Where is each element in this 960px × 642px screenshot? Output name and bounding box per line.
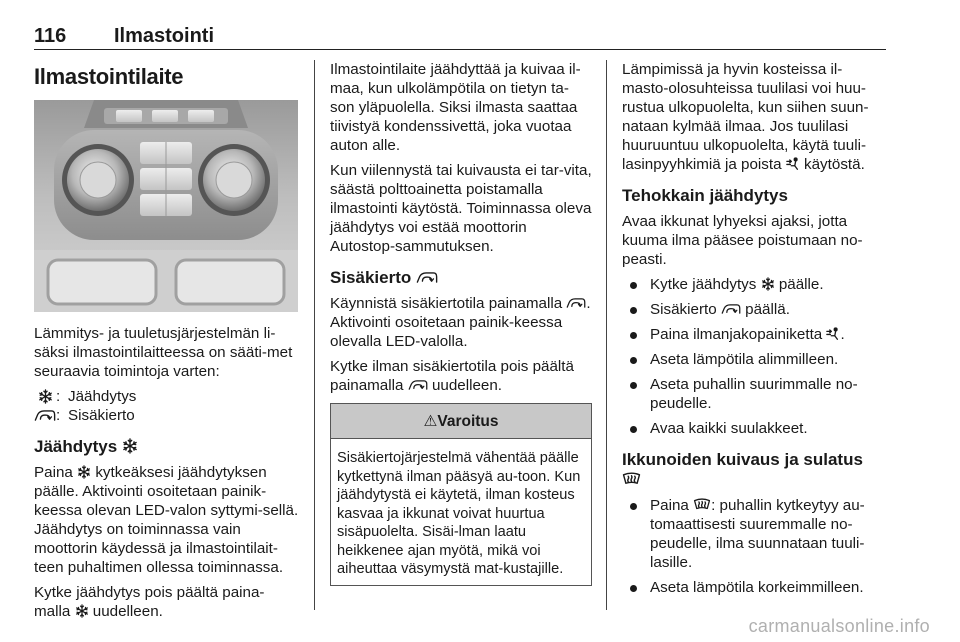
snowflake-icon xyxy=(75,604,89,618)
demist-heading: Ikkunoiden kuivaus ja sulatus xyxy=(622,450,886,490)
header-rule xyxy=(34,49,886,50)
airflow-upper-icon xyxy=(786,157,800,171)
legend xyxy=(34,387,300,425)
defrost-icon xyxy=(622,472,641,487)
list-item: Paina ilmanjakopainiketta . xyxy=(622,325,886,344)
warning-title: Varoitus xyxy=(437,412,499,430)
warning-text: Sisäkiertojärjestelmä vähentää päälle kytkettynä ilman pääsyä au-toon. Kun jäähdytystä ei käytetä, ilman kosteus kasvaa ja ikkunat voivat huurtua sisäpuolelta. Sisäi-lman laatu heikkenee ajan myötä, mikä voi aiheuttaa väsymystä mat-kustajille. xyxy=(337,450,581,577)
paragraph: Ilmastointilaite jäähdyttää ja kuivaa il-maa, kun ulkolämpötila on tietyn ta-son yläpuolella. Siksi ilmasta saattaa tiivistyä kondenssivettä, joka vuotaa auton alle. xyxy=(330,61,581,154)
recirculation-off-paragraph: Kytke ilman sisäkiertotila pois päältä painamalla uudelleen. xyxy=(330,358,574,394)
cooling-heading: Jäähdytys xyxy=(34,437,300,457)
warning-header xyxy=(331,404,591,439)
list-item: Paina : puhallin kytkeytyy au-tomaattisesti suuremmalle no-peudelle, ilma suunnataan tuuli-lasille. xyxy=(622,496,886,572)
list-item: Aseta lämpötila korkeimmilleen. xyxy=(622,578,886,597)
demist-list xyxy=(622,496,886,597)
warning-icon: ⚠ xyxy=(423,412,438,430)
page-number: 116 xyxy=(34,25,67,47)
column-divider xyxy=(606,60,607,610)
chapter-title: Ilmastointi xyxy=(114,25,215,47)
recirculation-icon xyxy=(721,302,741,316)
recirculation-icon xyxy=(416,270,438,285)
airflow-upper-icon xyxy=(826,327,840,341)
snowflake-icon xyxy=(77,465,91,479)
recirculation-icon xyxy=(34,408,56,423)
recirculation-on-paragraph: Käynnistä sisäkiertotila painamalla . Aktivointi osoitetaan painik-keessa olevalla LED-valolla. xyxy=(330,295,591,350)
snowflake-icon xyxy=(122,438,138,454)
list-item: Aseta puhallin suurimmalle no-peudelle. xyxy=(622,375,886,413)
column-1 xyxy=(34,60,300,627)
max-cooling-intro: Avaa ikkunat lyhyeksi ajaksi, jotta kuuma ilma pääsee poistumaan no-peasti. xyxy=(622,213,863,268)
defrost-icon xyxy=(693,498,711,512)
paragraph: Kun viilennystä tai kuivausta ei tar-vita, säästä polttoainetta poistamalla ilmastointi käytöstä. Toiminnassa oleva jäähdytys voi estää moottorin Autostop-sammutuksen. xyxy=(330,162,592,255)
list-item: Kytke jäähdytys päälle. xyxy=(622,275,886,294)
recirculation-icon xyxy=(566,296,586,310)
recirculation-icon xyxy=(408,378,428,392)
list-item: Sisäkierto päällä. xyxy=(622,300,886,319)
paragraph: Lämpimissä ja hyvin kosteissa il-masto-olosuhteissa tuulilasi voi huu-rustua ulkopuolelta, kun siihen suun-nataan kylmää ilmaa. Jos tuulilasi huuruuntuu ulkopuolelta, käytä tuuli-lasinpyyhkimiä ja poista käytöstä. xyxy=(622,61,869,173)
intro-text: Lämmitys- ja tuuletusjärjestelmän li-säksi ilmastointilaitteessa on sääti-met seuraavia toimintoja varten: xyxy=(34,325,293,380)
legend-row-cooling: : Jäähdytys xyxy=(34,387,300,406)
climate-control-panel-photo xyxy=(34,100,298,312)
cooling-off-paragraph: Kytke jäähdytys pois päältä paina-malla uudelleen. xyxy=(34,584,265,620)
max-cooling-list xyxy=(622,275,886,438)
legend-label: Sisäkierto xyxy=(68,407,135,424)
snowflake-icon xyxy=(38,389,53,404)
max-cooling-heading: Tehokkain jäähdytys xyxy=(622,186,788,205)
watermark: carmanualsonline.info xyxy=(748,616,930,636)
snowflake-icon xyxy=(761,277,775,291)
cooling-paragraph: Paina kytkeäksesi jäähdytyksen päälle. Aktivointi osoitetaan painik-keessa olevan LED-valon syttymi-sellä. Jäähdytys on toiminnassa vain moottorin käydessä ja ilmastointilait-teen puhaltimen ollessa toiminnassa. xyxy=(34,464,299,576)
legend-row-recirculation: : Sisäkierto xyxy=(34,406,300,425)
list-item: Aseta lämpötila alimmilleen. xyxy=(622,350,886,369)
recirculation-heading: Sisäkierto xyxy=(330,268,592,288)
column-2 xyxy=(330,60,592,586)
page-header xyxy=(34,24,886,52)
column-divider xyxy=(314,60,315,610)
section-title: Ilmastointilaite xyxy=(34,64,184,89)
column-3 xyxy=(622,60,886,603)
legend-label: Jäähdytys xyxy=(68,388,137,405)
warning-box xyxy=(330,403,592,586)
list-item: Avaa kaikki suulakkeet. xyxy=(622,419,886,438)
